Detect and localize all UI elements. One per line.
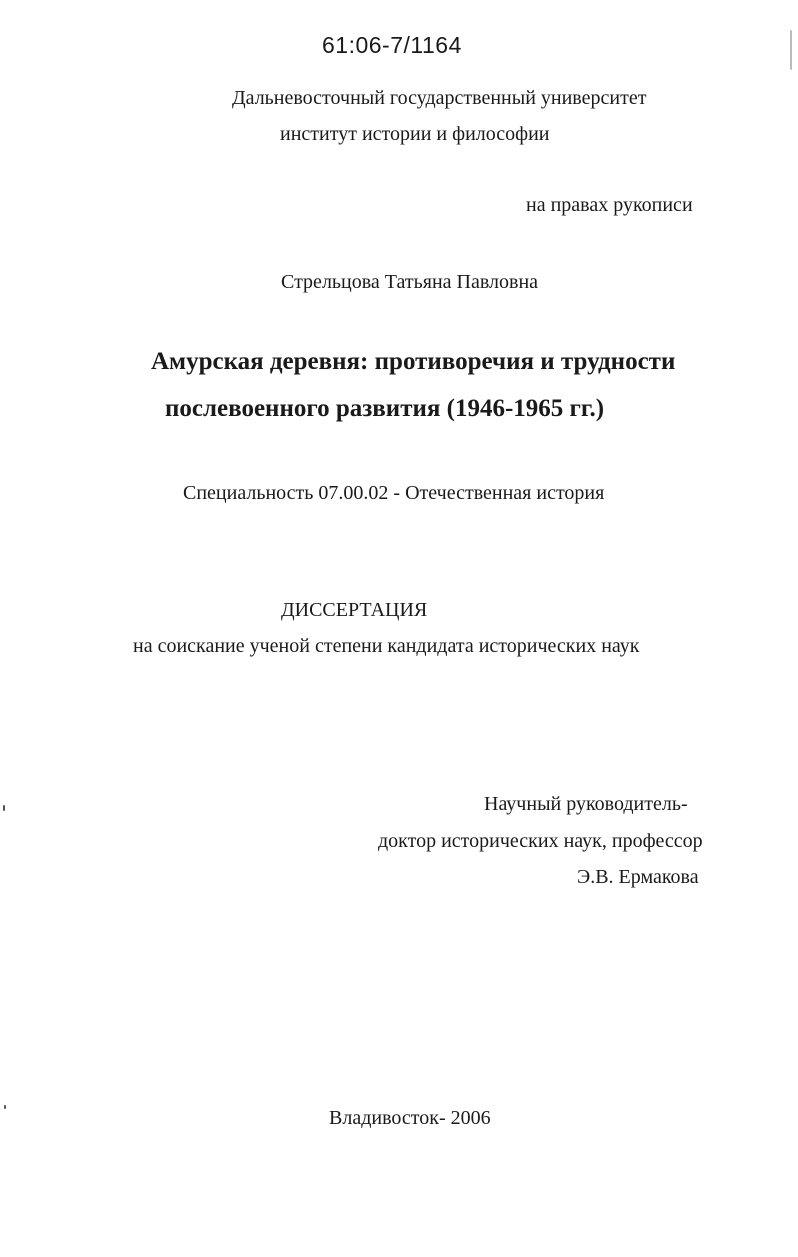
advisor-label: Научный руководитель- (484, 793, 688, 815)
advisor-degree: доктор исторических наук, профессор (378, 830, 703, 852)
specialty: Специальность 07.00.02 - Отечественная история (183, 482, 605, 504)
university-name: Дальневосточный государственный университет (232, 87, 647, 109)
institute-name: институт истории и философии (280, 123, 550, 145)
scan-speck (3, 805, 5, 811)
title-line-2: послевоенного развития (1946-1965 гг.) (165, 395, 605, 422)
scan-speck (4, 1105, 6, 1109)
city-year: Владивосток- 2006 (329, 1107, 491, 1129)
author-name: Стрельцова Татьяна Павловна (281, 271, 539, 293)
title-line-1: Амурская деревня: противоречия и трудности (151, 348, 676, 375)
advisor-name: Э.В. Ермакова (577, 866, 699, 888)
work-type: ДИССЕРТАЦИЯ (281, 599, 428, 621)
catalog-number: 61:06-7/1164 (322, 32, 462, 58)
manuscript-note: на правах рукописи (526, 194, 693, 216)
scan-speck (790, 30, 792, 70)
degree-line: на соискание ученой степени кандидата исторических наук (133, 635, 640, 657)
